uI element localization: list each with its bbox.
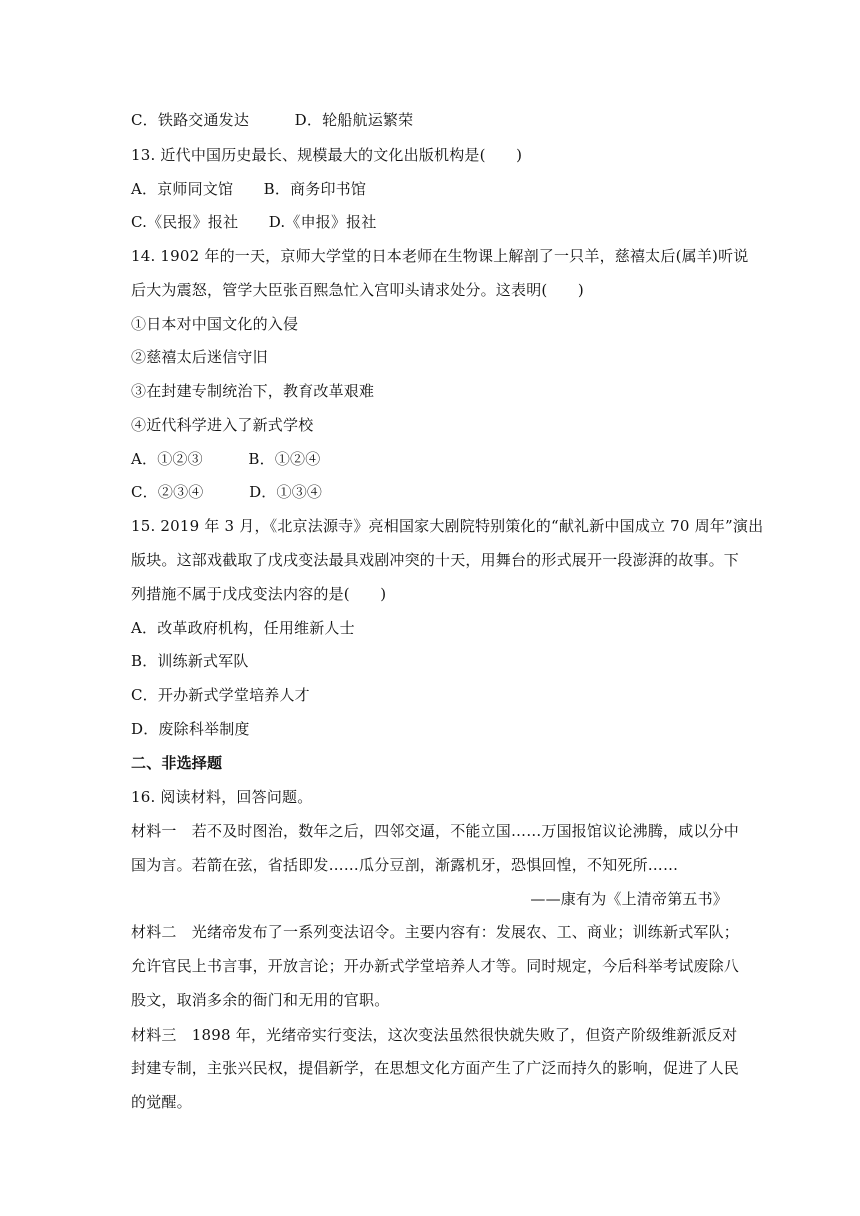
- q12-options-cd: C．铁路交通发达 D．轮船航运繁荣: [131, 111, 414, 129]
- q14-statement-2: ②慈禧太后迷信守旧: [131, 348, 268, 366]
- question-16: 16. 阅读材料，回答问题。: [131, 788, 313, 806]
- question-13: 13. 近代中国历史最长、规模最大的文化出版机构是( ): [131, 146, 523, 164]
- q14-options-cd: C．②③④ D．①③④: [131, 483, 323, 501]
- q15-option-c: C．开办新式学堂培养人才: [131, 686, 310, 704]
- q13-options-cd: C.《民报》报社 D.《申报》报社: [131, 213, 377, 231]
- material-1-line-1: 材料一 若不及时图治，数年之后，四邻交逼，不能立国……万国报馆议论沸腾，咸以分中: [131, 822, 740, 840]
- question-15-line-3: 列措施不属于戊戌变法内容的是( ): [131, 585, 387, 603]
- material-2-line-1: 材料二 光绪帝发布了一系列变法诏令。主要内容有：发展农、工、商业；训练新式军队；: [131, 923, 740, 941]
- q13-options-ab: A．京师同文馆 B．商务印书馆: [131, 180, 367, 198]
- q14-statement-3: ③在封建专制统治下，教育改革艰难: [131, 382, 375, 400]
- q15-option-d: D．废除科举制度: [131, 720, 250, 738]
- q15-option-b: B．训练新式军队: [131, 652, 249, 670]
- material-2-line-2: 允许官民上书言事，开放言论；开办新式学堂培养人才等。同时规定，今后科举考试废除八: [131, 957, 740, 975]
- material-3-line-1: 材料三 1898 年，光绪帝实行变法，这次变法虽然很快就失败了，但资产阶级维新派反对: [131, 1026, 738, 1044]
- q15-option-a: A．改革政府机构，任用维新人士: [131, 619, 355, 637]
- question-15-line-1: 15. 2019 年 3 月，《北京法源寺》亮相国家大剧院特别策化的“献礼新中国成立 70 周年”演出: [131, 517, 764, 535]
- material-3-line-3: 的觉醒。: [131, 1093, 192, 1111]
- q14-statement-1: ①日本对中国文化的入侵: [131, 315, 299, 333]
- q14-statement-4: ④近代科学进入了新式学校: [131, 416, 314, 434]
- question-14-line-2: 后大为震怒，管学大臣张百熙急忙入宫叩头请求处分。这表明( ): [131, 281, 584, 299]
- material-1-source: ——康有为《上清帝第五书》: [530, 890, 728, 908]
- material-3-line-2: 封建专制，主张兴民权，提倡新学，在思想文化方面产生了广泛而持久的影响，促进了人民: [131, 1059, 740, 1077]
- q14-options-ab: A．①②③ B．①②④: [131, 450, 321, 468]
- material-2-line-3: 股文，取消多余的衙门和无用的官职。: [131, 991, 390, 1009]
- material-1-line-2: 国为言。若箭在弦，省括即发……瓜分豆剖，渐露机牙，恐惧回惶，不知死所……: [131, 856, 679, 874]
- question-14-line-1: 14. 1902 年的一天，京师大学堂的日本老师在生物课上解剖了一只羊，慈禧太后(属羊)听说: [131, 247, 749, 265]
- question-15-line-2: 版块。这部戏截取了戊戌变法最具戏剧冲突的十天，用舞台的形式展开一段澎湃的故事。下: [131, 551, 740, 569]
- section-heading: 二、非选择题: [131, 754, 223, 772]
